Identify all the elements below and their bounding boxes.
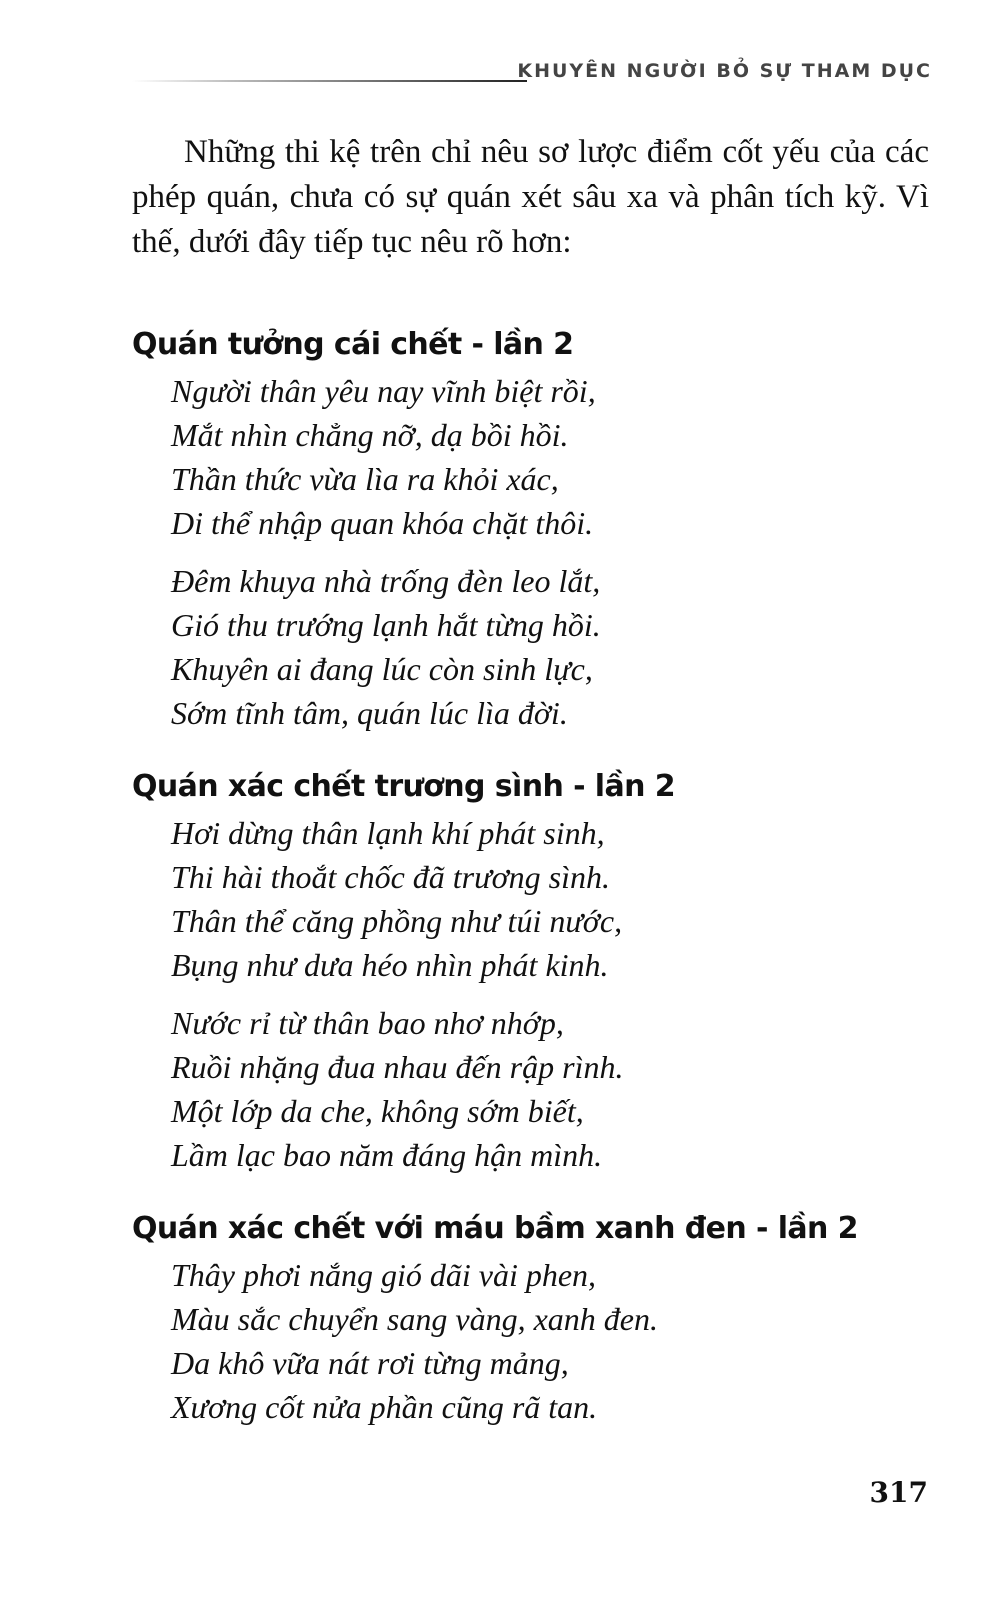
- verse-line: Hơi dừng thân lạnh khí phát sinh,: [171, 815, 605, 851]
- page-number: 317: [869, 1476, 928, 1509]
- verse-line: Lầm lạc bao năm đáng hận mình.: [171, 1137, 603, 1173]
- page-header: [0, 56, 1000, 96]
- verse-line: Đêm khuya nhà trống đèn leo lắt,: [171, 563, 601, 599]
- stanza: [171, 811, 929, 987]
- section-heading: Quán xác chết với máu bầm xanh đen - lần 2: [132, 1211, 858, 1246]
- verse-line: Bụng như dưa héo nhìn phát kinh.: [171, 947, 609, 983]
- verse-line: Sớm tĩnh tâm, quán lúc lìa đời.: [171, 695, 568, 731]
- verse-line: Màu sắc chuyển sang vàng, xanh đen.: [171, 1301, 658, 1337]
- verse-line: Xương cốt nửa phần cũng rã tan.: [171, 1389, 598, 1425]
- verse-line: Mắt nhìn chẳng nỡ, dạ bồi hồi.: [171, 417, 569, 453]
- stanza: [171, 1001, 929, 1177]
- page-content: [132, 130, 929, 1459]
- verse-line: Người thân yêu nay vĩnh biệt rồi,: [171, 373, 596, 409]
- verse-line: Thần thức vừa lìa ra khỏi xác,: [171, 461, 559, 497]
- stanza: [171, 559, 929, 735]
- section-heading: Quán xác chết trương sình - lần 2: [132, 769, 675, 804]
- verse-line: Gió thu trướng lạnh hắt từng hồi.: [171, 607, 601, 643]
- verse-line: Ruồi nhặng đua nhau đến rập rình.: [171, 1049, 624, 1085]
- verse-line: Một lớp da che, không sớm biết,: [171, 1093, 584, 1129]
- running-head: KHUYÊN NGƯỜI BỎ SỰ THAM DỤC: [517, 60, 932, 82]
- verse-line: Da khô vữa nát rơi từng mảng,: [171, 1345, 569, 1381]
- intro-paragraph: Những thi kệ trên chỉ nêu sơ lược điểm cốt yếu của các phép quán, chưa có sự quán xét sâu xa và phân tích kỹ. Vì thế, dưới đây tiếp tục nêu rõ hơn:: [132, 134, 929, 260]
- verse-line: Thi hài thoắt chốc đã trương sình.: [171, 859, 610, 895]
- verse-line: Thân thể căng phồng như túi nước,: [171, 903, 623, 939]
- verse-line: Di thể nhập quan khóa chặt thôi.: [171, 505, 594, 541]
- poem-section-1: [132, 323, 929, 735]
- verse-line: Nước rỉ từ thân bao nhơ nhớp,: [171, 1005, 564, 1041]
- verse-line: Thây phơi nắng gió dãi vài phen,: [171, 1257, 597, 1293]
- poem-section-2: [132, 765, 929, 1177]
- stanza: [171, 369, 929, 545]
- header-rule: [132, 80, 527, 82]
- stanza: [171, 1253, 929, 1429]
- section-heading: Quán tưởng cái chết - lần 2: [132, 327, 574, 362]
- poem-section-3: [132, 1207, 929, 1429]
- verse-line: Khuyên ai đang lúc còn sinh lực,: [171, 651, 593, 687]
